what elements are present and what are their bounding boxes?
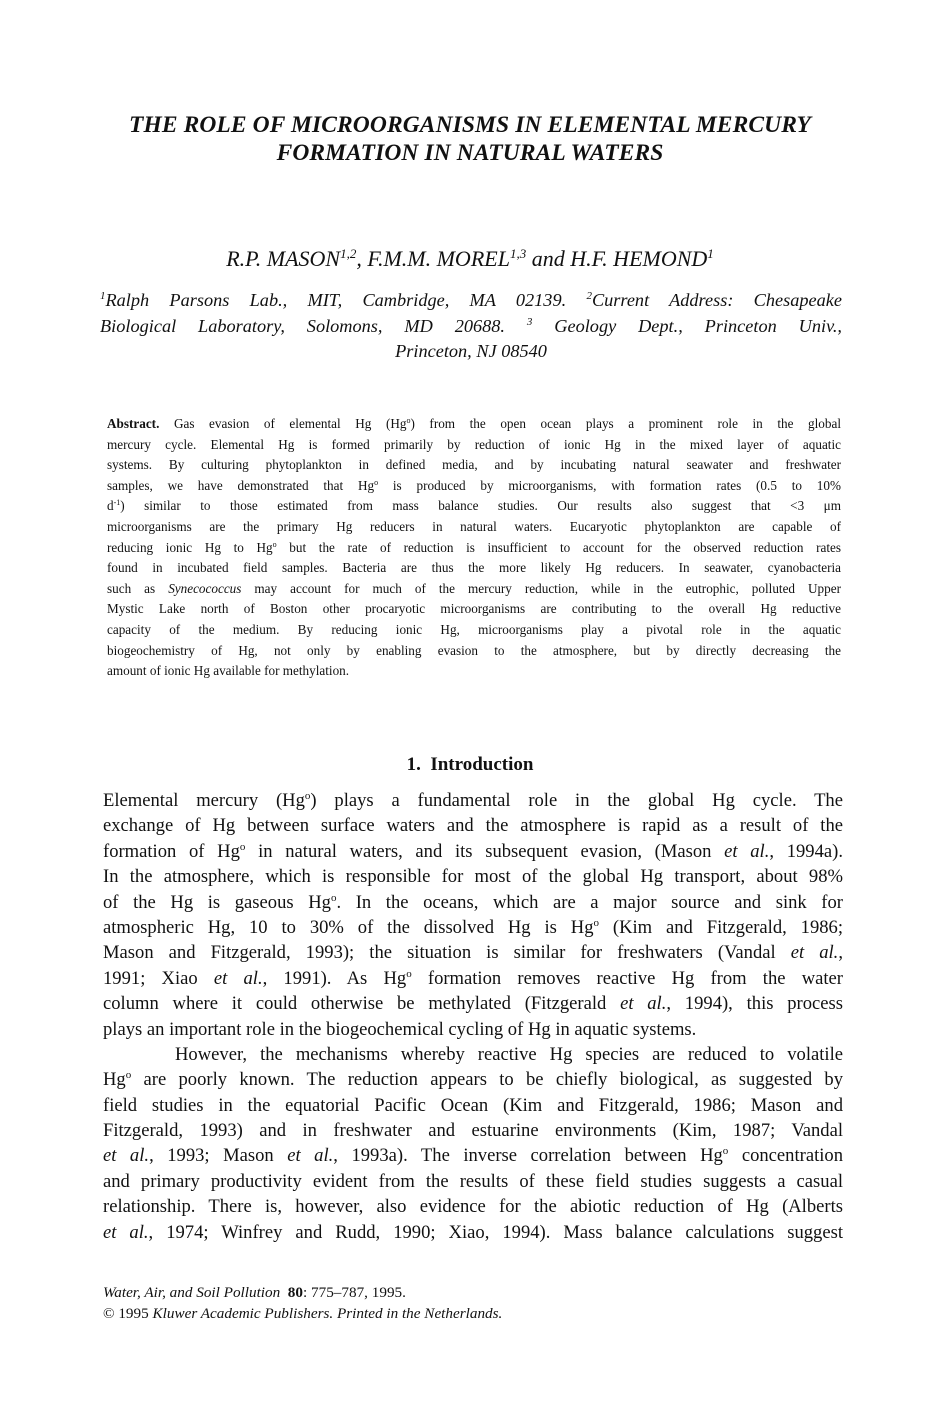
abstract-line: found in incubated field samples. Bacteria are thus the more likely Hg reducers. In seawater, cyanobacteria [107,560,841,576]
text-run: may account for much of the mercury reduction, while in the eutrophic, polluted Upper [241,580,841,596]
text-run: in natural waters, and its subsequent evasion, (Mason [245,840,725,862]
section-number: 1. [406,753,421,775]
text-run: samples, we have demonstrated that Hg [107,477,375,493]
author-name: H.F. HEMOND [570,246,708,271]
author-affiliation-marker: 1 [707,246,714,261]
text-run: ) similar to those estimated from mass balance studies. Our results also suggest that <3 μm [120,498,841,514]
author-name: F.M.M. MOREL [367,246,510,271]
text-run: , [838,942,843,964]
body-line [103,915,843,940]
author-separator: and [526,246,571,271]
superscript: -1 [113,498,121,508]
citation-line [103,1282,663,1303]
text-run: reducing ionic Hg to Hg [107,539,273,555]
text-run: Elemental mercury (Hg [103,790,305,811]
text-run: formation removes reactive Hg from the water [411,967,843,989]
text-run: is produced by microorganisms, with formation rates (0.5 to 10% [378,477,841,493]
citation-etal: et al. [620,993,667,1015]
abstract-line: Mystic Lake north of Boston other procaryotic microorganisms are contributing to the overall Hg reductive [107,601,841,617]
abstract-line: systems. By culturing phytoplankton in defined media, and by incubating natural seawater and freshwater [107,457,841,473]
abstract-line: biogeochemistry of Hg, not only by enabling evasion to the atmosphere, but by directly decreasing the [107,642,841,658]
text-run: , 1974; Winfrey and Rudd, 1990; Xiao, 1994). Mass balance calculations suggest [148,1221,843,1243]
text-run: Gas evasion of elemental Hg (Hg [159,416,407,431]
species-name: Synecococcus [168,580,242,596]
paper-title [90,111,850,167]
body-text [103,788,843,1245]
citation-etal: et al. [103,1145,150,1167]
text-run: , 1993; Mason [149,1145,288,1167]
superscript: o [593,916,599,929]
body-line: exchange of Hg between surface waters and the atmosphere is rapid as a result of the [103,815,843,837]
body-line: In the atmosphere, which is responsible for most of the global Hg transport, about 98% [103,866,843,888]
author-affiliation-marker: 1,3 [509,246,527,261]
text-run: Hg [103,1069,126,1091]
affiliation-line [100,314,842,340]
superscript: o [330,891,337,904]
text-run: of the Hg is gaseous Hg [103,891,331,913]
superscript: o [125,1069,132,1082]
affiliation-marker: 3 [526,315,533,328]
superscript: o [272,539,277,549]
text-run: concentration [728,1145,843,1167]
publisher: Kluwer Academic Publishers. Printed in the Netherlands. [152,1305,503,1322]
abstract-line: amount of ionic Hg available for methylation. [107,663,350,679]
text-run: d [107,498,114,514]
text-run: are poorly known. The reduction appears to be chiefly biological, as suggested by [131,1069,843,1091]
title-line: FORMATION IN NATURAL WATERS [276,139,664,166]
journal-name: Water, Air, and Soil Pollution [103,1284,281,1301]
affiliation-line: Princeton, NJ 08540 [395,341,547,361]
superscript: o [304,790,311,802]
affiliation-text: Current Address: Chesapeake [591,290,842,310]
body-line [103,890,843,915]
body-line [103,966,843,991]
text-run: (Kim and Fitzgerald, 1986; [599,916,844,938]
abstract-label: Abstract. [107,416,160,431]
author-list [90,246,850,272]
body-line [103,1143,843,1168]
text-run: , 1991). As Hg [262,967,407,989]
text-run: , 1994), this process [666,993,844,1015]
superscript: o [406,967,412,980]
affiliation-line [100,288,842,314]
abstract-line [107,579,841,600]
affiliation-text: Ralph Parsons Lab., MIT, Cambridge, MA 02139. [105,290,587,310]
body-line: field studies in the equatorial Pacific Ocean (Kim and Fitzgerald, 1986; Mason and [103,1094,843,1116]
journal-volume: 80 [287,1284,303,1301]
citation-etal: et al. [724,840,770,862]
author-name: R.P. MASON [226,246,341,271]
citation-etal: et al. [103,1221,149,1243]
superscript: o [239,840,246,853]
section-title-text: Introduction [430,753,534,775]
text-run: such as [107,580,169,596]
text-run: column where it could otherwise be methylated (Fitzgerald [103,993,621,1015]
body-line [103,991,843,1016]
text-run: ) from the open ocean plays a prominent role in the global [410,416,841,431]
text-run: but the rate of reduction is insufficient to account for the observed reduction rates [276,539,841,555]
abstract-line [107,538,841,559]
abstract-line: microorganisms are the primary Hg reducers in natural waters. Eucaryotic phytoplankton are capable of [107,518,841,534]
text-run: Mason and Fitzgerald, 1993); the situation is similar for freshwaters (Vandal [103,942,791,964]
title-line: THE ROLE OF MICROORGANISMS IN ELEMENTAL MERCURY [128,111,812,138]
text-run: formation of Hg [103,840,240,862]
body-line: relationship. There is, however, also evidence for the abiotic reduction of Hg (Alberts [103,1196,843,1218]
body-line [103,940,843,965]
text-run: , 1993a). The inverse correlation between Hg [333,1145,723,1167]
body-line: However, the mechanisms whereby reactive Hg species are reduced to volatile [175,1043,843,1065]
text-run: 1991; Xiao [103,967,214,989]
text-run: , 1994a). [769,840,843,862]
section-heading [90,753,850,777]
body-line: Fitzgerald, 1993) and in freshwater and estuarine environments (Kim, 1987; Vandal [103,1120,843,1142]
affiliation-marker: 1 [100,290,106,302]
text-run: ) plays a fundamental role in the global Hg cycle. The [310,790,843,811]
superscript: o [722,1145,729,1158]
body-line [103,839,843,864]
abstract-line [107,476,841,497]
affiliation-text: Biological Laboratory, Solomons, MD 20688. [100,315,527,336]
abstract-line [107,496,841,517]
body-line [103,788,843,813]
copyright-year: © 1995 [103,1305,153,1322]
citation-etal: et al. [287,1145,334,1167]
body-line: and primary productivity evident from the results of these field studies suggests a casual [103,1170,843,1192]
abstract [107,414,841,682]
text-run: atmospheric Hg, 10 to 30% of the dissolved Hg is Hg [103,916,594,938]
affiliation-marker: 2 [586,290,592,302]
citation-etal: et al. [790,942,839,964]
body-line [103,1067,843,1092]
superscript: o [374,477,379,487]
abstract-line [107,414,841,435]
author-separator: , [356,246,368,271]
affiliation-text: Geology Dept., Princeton Univ., [532,315,842,336]
body-line [103,1220,843,1245]
author-affiliation-marker: 1,2 [340,246,357,261]
abstract-line: mercury cycle. Elemental Hg is formed primarily by reduction of ionic Hg in the mixed layer of aquatic [107,436,841,452]
citation-etal: et al. [213,967,263,989]
text-run: . In the oceans, which are a major source and sink for [336,891,843,913]
body-line: plays an important role in the biogeochemical cycling of Hg in aquatic systems. [103,1018,697,1040]
affiliations [100,288,842,365]
abstract-line: capacity of the medium. By reducing ionic Hg, microorganisms play a pivotal role in the aquatic [107,621,841,637]
superscript: o [406,416,411,425]
copyright-line [103,1303,663,1324]
journal-footer [103,1282,663,1324]
journal-pages-year: : 775–787, 1995. [302,1284,406,1301]
